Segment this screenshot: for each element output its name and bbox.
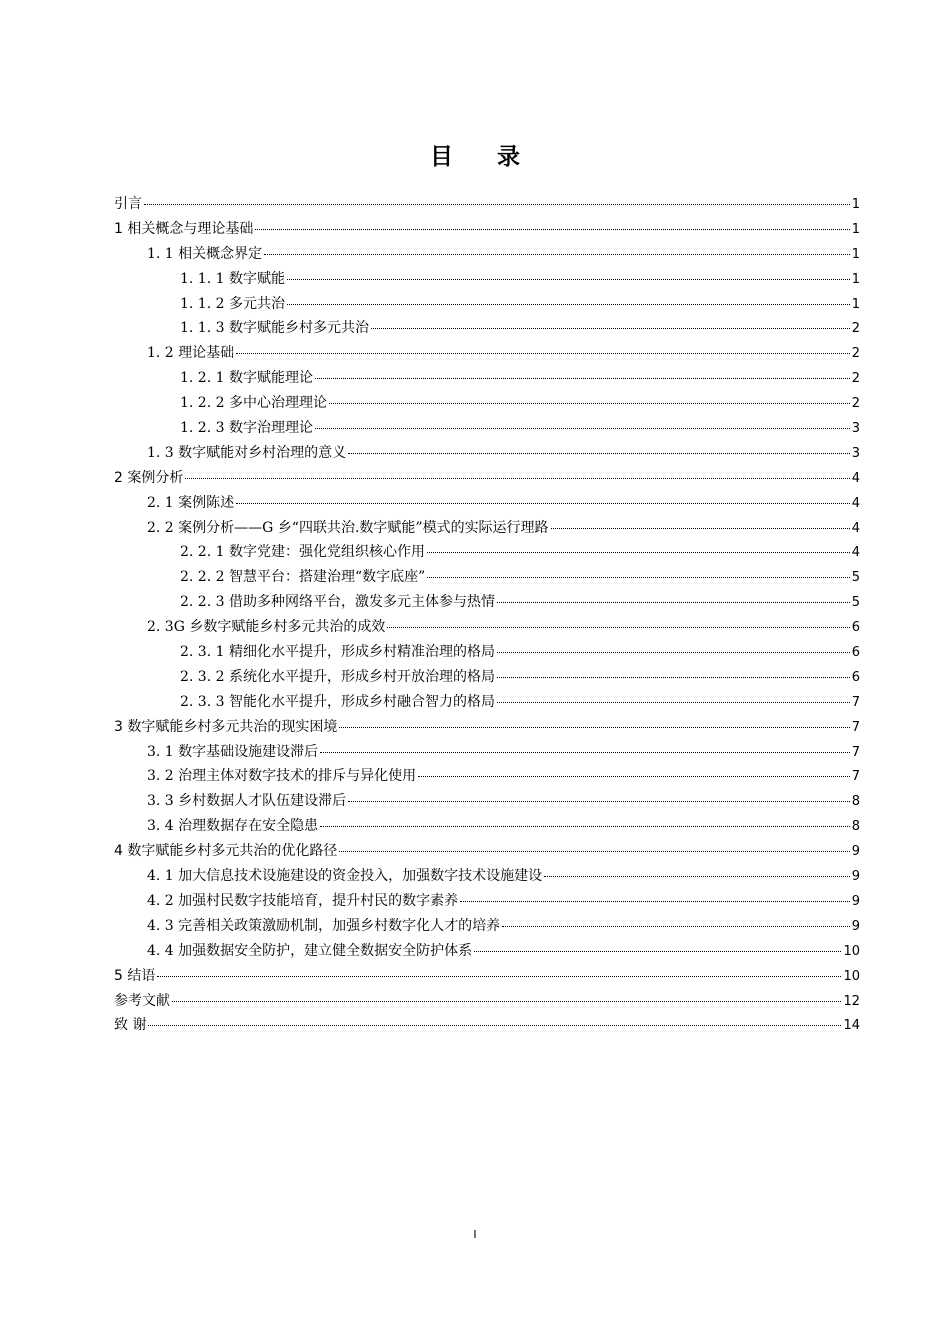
toc-dot-leader: [502, 926, 850, 927]
toc-entry-label: 2. 3. 3 智能化水平提升，形成乡村融合智力的格局: [180, 693, 495, 710]
toc-entry[interactable]: [114, 417, 860, 442]
toc-entry-page: 6: [851, 620, 860, 636]
toc-dot-leader: [544, 876, 850, 877]
toc-entry[interactable]: [114, 815, 860, 840]
toc-entry[interactable]: [114, 691, 860, 716]
toc-entry[interactable]: [114, 765, 860, 790]
toc-entry-page: 1: [851, 221, 860, 237]
toc-entry-page: 8: [851, 819, 860, 835]
toc-dot-leader: [320, 752, 850, 753]
toc-entry-page: 9: [851, 918, 860, 934]
toc-entry[interactable]: [114, 442, 860, 467]
toc-entry-label: 2. 3. 1 精细化水平提升，形成乡村精准治理的格局: [180, 644, 495, 661]
toc-entry[interactable]: [114, 342, 860, 367]
toc-entry[interactable]: [114, 666, 860, 691]
toc-entry-label: 2. 3G 乡数字赋能乡村多元共治的成效: [147, 619, 386, 636]
toc-dot-leader: [497, 652, 850, 653]
toc-entry[interactable]: [114, 915, 860, 940]
toc-entry-page: 8: [851, 794, 860, 810]
toc-dot-leader: [474, 951, 841, 952]
toc-entry[interactable]: [114, 317, 860, 342]
toc-entry-page: 1: [851, 296, 860, 312]
toc-dot-leader: [236, 353, 850, 354]
toc-entry-page: 7: [851, 744, 860, 760]
toc-dot-leader: [418, 776, 850, 777]
toc-entry-label: 2. 2. 2 智慧平台：搭建治理“数字底座”: [180, 569, 426, 586]
toc-dot-leader: [329, 403, 850, 404]
toc-dot-leader: [460, 901, 850, 902]
toc-entry[interactable]: [114, 940, 860, 965]
toc-entry-label: 2. 3. 2 系统化水平提升，形成乡村开放治理的格局: [180, 668, 495, 685]
toc-entry-page: 14: [843, 1018, 860, 1034]
toc-dot-leader: [172, 1001, 841, 1002]
toc-entry-page: 7: [851, 694, 860, 710]
toc-entry-label: 2. 2 案例分析——G 乡“四联共治.数字赋能”模式的实际运行理路: [147, 519, 549, 536]
table-of-contents: [114, 193, 860, 1039]
toc-entry[interactable]: [114, 293, 860, 318]
toc-dot-leader: [315, 378, 850, 379]
toc-entry[interactable]: [114, 741, 860, 766]
toc-entry-page: 5: [851, 570, 860, 586]
toc-entry[interactable]: [114, 890, 860, 915]
toc-entry[interactable]: [114, 193, 860, 218]
toc-entry-label: 3. 1 数字基础设施建设滞后: [147, 743, 319, 760]
toc-dot-leader: [371, 328, 850, 329]
toc-dot-leader: [320, 826, 850, 827]
toc-dot-leader: [497, 677, 850, 678]
toc-entry-page: 6: [851, 669, 860, 685]
toc-entry-label: 1. 2. 1 数字赋能理论: [180, 370, 313, 387]
toc-entry-page: 9: [851, 844, 860, 860]
toc-entry-page: 7: [851, 719, 860, 735]
footer-page-number: I: [473, 1228, 477, 1241]
toc-dot-leader: [339, 851, 849, 852]
toc-entry-page: 3: [851, 445, 860, 461]
toc-entry-page: 7: [851, 769, 860, 785]
toc-entry-label: 3 数字赋能乡村多元共治的现实困境: [114, 718, 338, 735]
toc-entry-label: 1. 2. 2 多中心治理理论: [180, 395, 327, 412]
toc-entry-label: 1. 1. 2 多元共治: [180, 295, 285, 312]
toc-entry-label: 参考文献: [114, 992, 170, 1009]
page-title: 目 录: [429, 144, 538, 170]
toc-entry-label: 3. 2 治理主体对数字技术的排斥与异化使用: [147, 768, 417, 785]
toc-entry-label: 4. 4 加强数据安全防护，建立健全数据安全防护体系: [147, 942, 473, 959]
toc-entry[interactable]: [114, 591, 860, 616]
toc-entry-label: 5 结语: [114, 967, 156, 984]
toc-entry-label: 1. 1. 1 数字赋能: [180, 270, 285, 287]
toc-entry-page: 2: [851, 371, 860, 387]
toc-entry-page: 4: [851, 470, 860, 486]
toc-entry-page: 4: [851, 520, 860, 536]
toc-dot-leader: [551, 528, 850, 529]
toc-entry-label: 1. 1. 3 数字赋能乡村多元共治: [180, 320, 369, 337]
toc-entry-label: 4. 2 加强村民数字技能培育，提升村民的数字素养: [147, 892, 459, 909]
toc-entry[interactable]: [114, 790, 860, 815]
toc-entry-page: 3: [851, 421, 860, 437]
toc-dot-leader: [144, 204, 850, 205]
toc-entry[interactable]: [114, 367, 860, 392]
toc-dot-leader: [287, 279, 850, 280]
toc-entry-page: 10: [843, 968, 860, 984]
toc-entry-label: 4. 1 加大信息技术设施建设的资金投入，加强数字技术设施建设: [147, 868, 543, 885]
toc-entry[interactable]: [114, 566, 860, 591]
toc-dot-leader: [264, 254, 850, 255]
toc-entry[interactable]: [114, 716, 860, 741]
toc-entry[interactable]: [114, 467, 860, 492]
toc-entry[interactable]: [114, 392, 860, 417]
toc-dot-leader: [185, 478, 849, 479]
toc-dot-leader: [157, 976, 841, 977]
toc-entry[interactable]: [114, 641, 860, 666]
toc-dot-leader: [387, 627, 849, 628]
toc-entry-page: 1: [851, 271, 860, 287]
toc-entry-page: 6: [851, 645, 860, 661]
toc-dot-leader: [348, 801, 850, 802]
toc-dot-leader: [427, 577, 849, 578]
toc-dot-leader: [148, 1025, 841, 1026]
toc-entry[interactable]: [114, 616, 860, 641]
toc-entry-page: 12: [843, 993, 860, 1009]
toc-entry-page: 9: [851, 893, 860, 909]
toc-dot-leader: [315, 428, 850, 429]
toc-entry-label: 致 谢: [114, 1017, 147, 1034]
toc-entry-page: 5: [851, 595, 860, 611]
toc-entry-page: 10: [843, 943, 860, 959]
toc-entry-label: 2 案例分析: [114, 469, 184, 486]
toc-entry-label: 1 相关概念与理论基础: [114, 220, 254, 237]
toc-entry-page: 9: [851, 869, 860, 885]
toc-entry[interactable]: [114, 965, 860, 990]
toc-entry[interactable]: [114, 840, 860, 865]
toc-entry-page: 1: [851, 197, 860, 212]
toc-entry-label: 1. 2 理论基础: [147, 345, 235, 362]
toc-entry-label: 1. 3 数字赋能对乡村治理的意义: [147, 444, 347, 461]
toc-entry[interactable]: [114, 990, 860, 1015]
toc-entry-label: 2. 1 案例陈述: [147, 494, 235, 511]
toc-entry[interactable]: [114, 243, 860, 268]
toc-entry-label: 4. 3 完善相关政策激励机制，加强乡村数字化人才的培养: [147, 917, 501, 934]
toc-entry[interactable]: [114, 1014, 860, 1039]
toc-entry-page: 2: [851, 346, 860, 362]
toc-entry[interactable]: [114, 492, 860, 517]
toc-entry[interactable]: [114, 218, 860, 243]
toc-entry-label: 2. 2. 3 借助多种网络平台，激发多元主体参与热情: [180, 594, 495, 611]
toc-entry-label: 3. 3 乡村数据人才队伍建设滞后: [147, 793, 347, 810]
toc-entry-page: 2: [851, 321, 860, 337]
toc-entry-label: 4 数字赋能乡村多元共治的优化路径: [114, 843, 338, 860]
toc-dot-leader: [497, 702, 850, 703]
toc-entry[interactable]: [114, 865, 860, 890]
toc-entry[interactable]: [114, 268, 860, 293]
toc-entry-label: 1. 2. 3 数字治理理论: [180, 420, 313, 437]
toc-entry-page: 4: [851, 495, 860, 511]
toc-entry-label: 2. 2. 1 数字党建：强化党组织核心作用: [180, 544, 425, 561]
toc-entry-page: 1: [851, 246, 860, 262]
toc-dot-leader: [236, 503, 850, 504]
toc-dot-leader: [348, 453, 850, 454]
toc-entry-label: 引言: [114, 196, 142, 212]
toc-entry-label: 3. 4 治理数据存在安全隐患: [147, 818, 319, 835]
toc-dot-leader: [287, 304, 850, 305]
toc-entry-label: 1. 1 相关概念界定: [147, 245, 263, 262]
toc-dot-leader: [427, 552, 850, 553]
toc-entry[interactable]: [114, 517, 860, 542]
toc-dot-leader: [255, 229, 849, 230]
toc-dot-leader: [497, 602, 850, 603]
toc-entry-page: 4: [851, 545, 860, 561]
toc-entry-page: 2: [851, 396, 860, 412]
toc-entry[interactable]: [114, 541, 860, 566]
toc-dot-leader: [339, 727, 849, 728]
